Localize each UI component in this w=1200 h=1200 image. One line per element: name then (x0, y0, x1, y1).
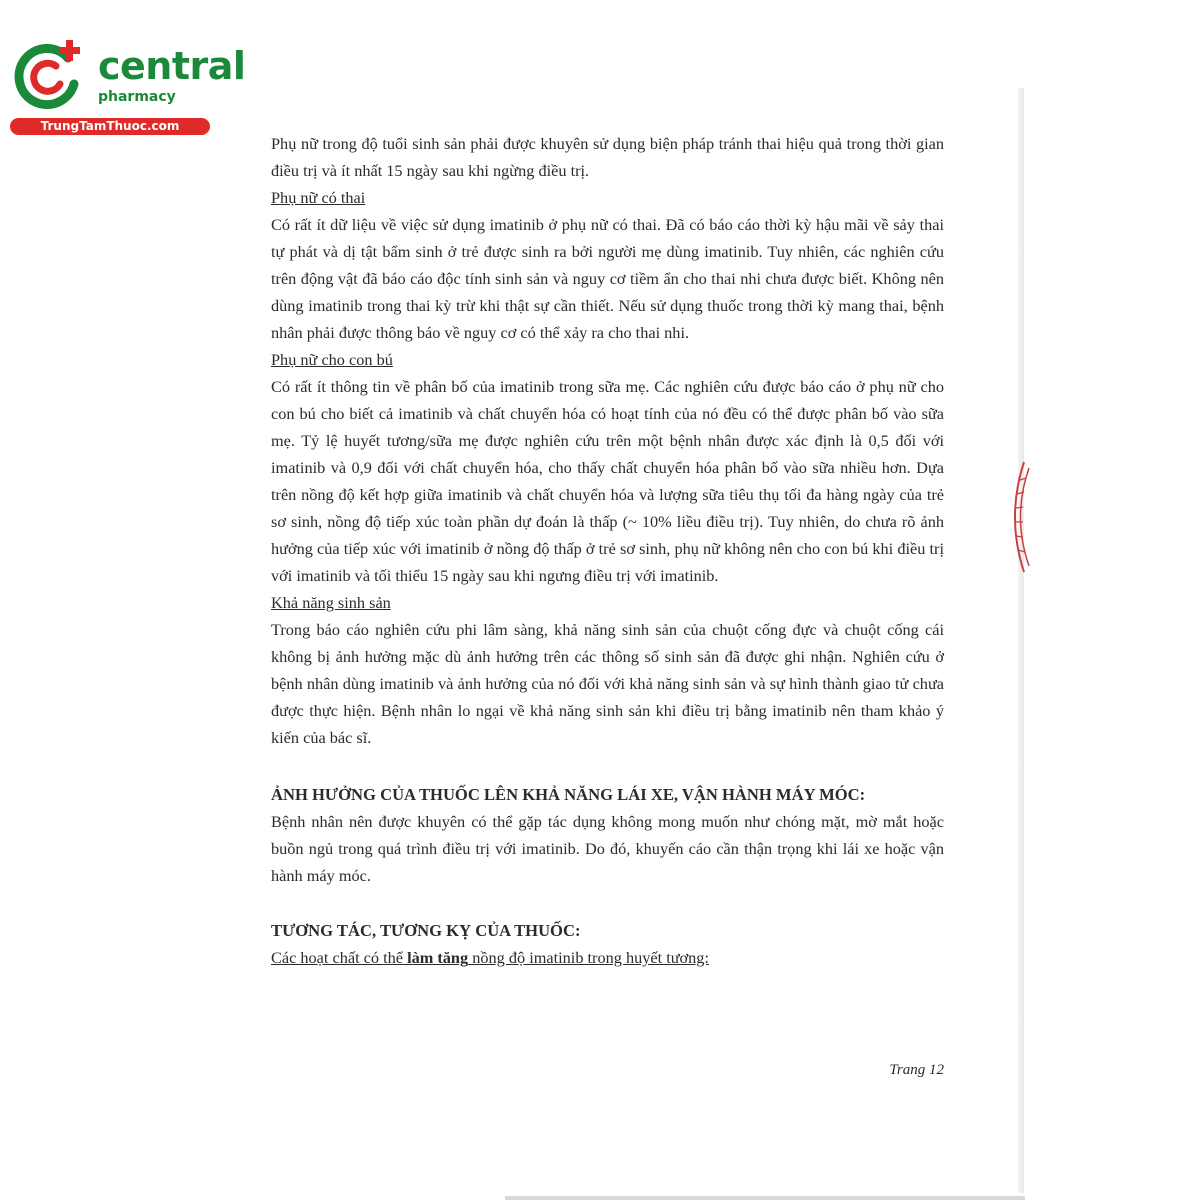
stamp-mark (1000, 458, 1030, 576)
fertility-heading: Khả năng sinh sản (271, 593, 391, 612)
logo-subtitle: pharmacy (98, 89, 176, 105)
driving-paragraph: Bệnh nhân nên được khuyên có thể gặp tác dụng không mong muốn như chóng mặt, mờ mắt hoặc buồn ngủ trong quá trình điều trị với imatinib. Do đó, khuyến cáo cần thận trọng khi lái xe hoặc vận hành máy móc. (271, 812, 944, 885)
document-body (271, 130, 944, 971)
interaction-subheading (271, 944, 944, 971)
pharmacy-cross-icon (10, 36, 90, 116)
pregnant-paragraph: Có rất ít dữ liệu về việc sử dụng imatinib ở phụ nữ có thai. Đã có báo cáo thời kỳ hậu mãi về sảy thai tự phát và dị tật bẩm sinh ở trẻ được sinh ra bởi người mẹ dùng imatinib. Tuy nhiên, các nghiên cứu trên động vật đã báo cáo độc tính sinh sản và nguy cơ tiềm ẩn cho thai nhi chưa được biết. Không nên dùng imatinib trong thai kỳ trừ khi thật sự cần thiết. Nếu sử dụng thuốc trong thời kỳ mang thai, bệnh nhân phải được thông báo về nguy cơ có thể xảy ra cho thai nhi. (271, 215, 944, 342)
central-pharmacy-logo (10, 36, 246, 136)
pregnant-heading: Phụ nữ có thai (271, 188, 366, 207)
breastfeeding-paragraph: Có rất ít thông tin về phân bố của imatinib trong sữa mẹ. Các nghiên cứu được báo cáo ở phụ nữ cho con bú cho biết cả imatinib và chất chuyển hóa có hoạt tính của nó đều có thể được phân bố vào sữa mẹ. Tỷ lệ huyết tương/sữa mẹ được nghiên cứu trên một bệnh nhân được xác định là 0,5 đối với imatinib và 0,9 đối với chất chuyển hóa, cho thấy chất chuyển hóa phân bố vào sữa nhiều hơn. Dựa trên nồng độ kết hợp giữa imatinib và chất chuyển hóa và lượng sữa tiêu thụ tối đa hàng ngày của trẻ sơ sinh, nồng độ tiếp xúc toàn phần dự đoán là thấp (~ 10% liều điều trị). Tuy nhiên, do chưa rõ ảnh hưởng của tiếp xúc với imatinib ở nồng độ thấp ở trẻ sơ sinh, phụ nữ không nên cho con bú khi điều trị với imatinib và tối thiểu 15 ngày sau khi ngưng điều trị với imatinib. (271, 377, 944, 585)
breastfeeding-heading: Phụ nữ cho con bú (271, 350, 393, 369)
intro-paragraph: Phụ nữ trong độ tuổi sinh sản phải được khuyên sử dụng biện pháp tránh thai hiệu quả trong thời gian điều trị và ít nhất 15 ngày sau khi ngừng điều trị. (271, 134, 944, 180)
interaction-heading: TƯƠNG TÁC, TƯƠNG KỴ CỦA THUỐC: (271, 921, 581, 940)
interaction-sub-post: nồng độ imatinib trong huyết tương: (468, 948, 709, 967)
interaction-sub-pre: Các hoạt chất có thể (271, 948, 408, 967)
driving-heading: ẢNH HƯỞNG CỦA THUỐC LÊN KHẢ NĂNG LÁI XE, VẬN HÀNH MÁY MÓC: (271, 785, 866, 804)
page-number: Trang 12 (889, 1062, 944, 1078)
fertility-paragraph: Trong báo cáo nghiên cứu phi lâm sàng, khả năng sinh sản của chuột cống đực và chuột cống cái không bị ảnh hưởng mặc dù ảnh hưởng trên các thông số sinh sản đã được ghi nhận. Nghiên cứu ở bệnh nhân dùng imatinib và ảnh hưởng của nó đối với khả năng sinh sản và sự hình thành giao tử chưa được thực hiện. Bệnh nhân lo ngại về khả năng sinh sản khi điều trị bằng imatinib nên tham khảo ý kiến của bác sĩ. (271, 620, 944, 747)
page-bottom-edge (505, 1196, 1025, 1200)
logo-name: central (98, 44, 246, 88)
logo-url-badge: TrungTamThuoc.com (10, 118, 210, 135)
interaction-sub-bold: làm tăng (407, 948, 469, 967)
page-edge (1018, 88, 1024, 1193)
